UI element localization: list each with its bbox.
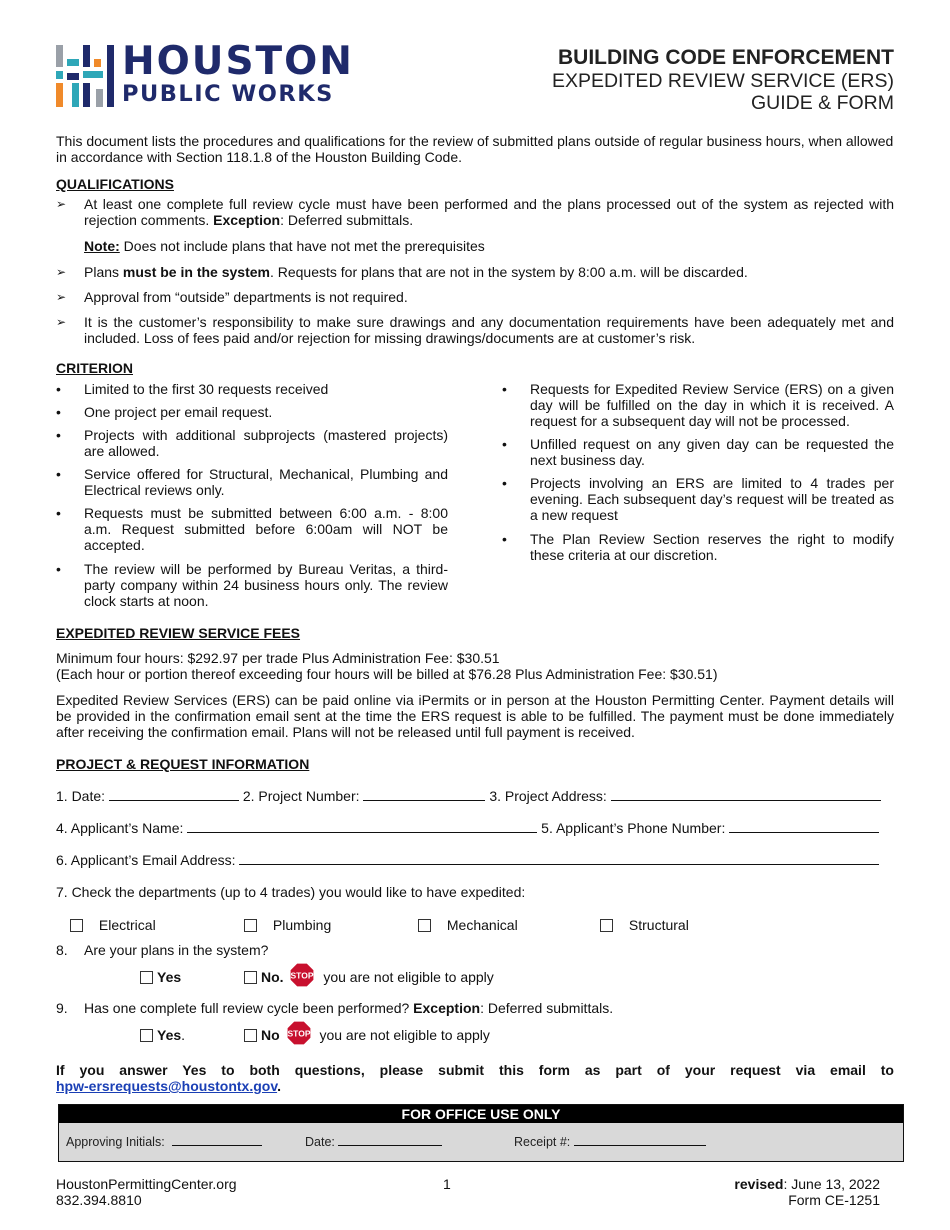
criterion-item: • Projects involving an ERS are limited to 4 trades per evening. Each subsequent day’s request will be treated as a new request bbox=[502, 475, 894, 523]
logo-houston: HOUSTON bbox=[122, 39, 354, 84]
houston-public-works-logo-icon bbox=[56, 45, 114, 107]
qualification-item: ➢ Approval from “outside” departments is not required. bbox=[56, 289, 408, 305]
mechanical-checkbox[interactable] bbox=[418, 919, 431, 932]
q8-no-option[interactable]: No. STOP you are not eligible to apply bbox=[244, 962, 494, 988]
stop-sign-text: STOP bbox=[287, 1028, 311, 1039]
header-title: BUILDING CODE ENFORCEMENT bbox=[558, 46, 894, 69]
question-8-answers bbox=[140, 969, 181, 985]
submit-email-link[interactable]: hpw-ersrequests@houstontx.gov bbox=[56, 1078, 278, 1094]
qualification-note: Note: Does not include plans that have not met the prerequisites bbox=[84, 238, 485, 254]
criterion-item: • The Plan Review Section reserves the right to modify these criteria at our discretion. bbox=[502, 531, 894, 563]
stop-sign-text: STOP bbox=[290, 970, 314, 981]
form-row-3 bbox=[56, 852, 896, 868]
arrow-bullet-icon: ➢ bbox=[56, 315, 67, 329]
approving-initials: Approving Initials: bbox=[66, 1134, 262, 1150]
receipt-number: Receipt #: bbox=[514, 1134, 706, 1150]
q8-no-checkbox[interactable] bbox=[244, 971, 257, 984]
qualification-item: ➢ At least one complete full review cycle must have been performed and the plans processed out of the system as rejected with rejection comments. Exception: Deferred submittals. bbox=[56, 196, 894, 228]
office-date-field[interactable] bbox=[338, 1135, 442, 1146]
criterion-item: • Unfilled request on any given day can be requested the next business day. bbox=[502, 436, 894, 468]
departments-label: 7. Check the departments (up to 4 trades) you would like to have expedited: bbox=[56, 884, 526, 900]
electrical-checkbox[interactable] bbox=[70, 919, 83, 932]
criterion-item: • Requests for Expedited Review Service (ERS) on a given day will be fulfilled on the day in which it is received. A request for a subsequent day will not be processed. bbox=[502, 381, 894, 429]
logo-public-works: PUBLIC WORKS bbox=[122, 81, 334, 107]
applicant-email-field[interactable] bbox=[239, 852, 879, 865]
applicant-phone-field[interactable] bbox=[729, 820, 879, 833]
q9-no-option[interactable]: No STOP you are not eligible to apply bbox=[244, 1020, 490, 1046]
date-label: 1. Date: bbox=[56, 788, 106, 804]
department-option-electrical[interactable]: Electrical bbox=[70, 917, 156, 933]
criterion-title: CRITERION bbox=[56, 360, 133, 376]
approving-initials-field[interactable] bbox=[172, 1135, 262, 1146]
qualification-item: ➢ Plans must be in the system. Requests for plans that are not in the system by 8:00 a.m. will be discarded. bbox=[56, 264, 748, 280]
not-eligible-text: you are not eligible to apply bbox=[323, 969, 494, 985]
applicant-name-label: 4. Applicant’s Name: bbox=[56, 820, 184, 836]
header-subtitle-1: EXPEDITED REVIEW SERVICE (ERS) bbox=[551, 70, 894, 92]
project-number-label: 2. Project Number: bbox=[242, 788, 360, 804]
project-address-field[interactable] bbox=[611, 788, 881, 801]
arrow-bullet-icon: ➢ bbox=[56, 265, 67, 279]
project-number-field[interactable] bbox=[363, 788, 485, 801]
document-header bbox=[552, 46, 894, 114]
criterion-item: • The review will be performed by Bureau Veritas, a third-party company within 24 business hours only. The review clock starts at noon. bbox=[56, 561, 448, 609]
office-date: Date: bbox=[305, 1134, 442, 1150]
criterion-item: • Limited to the first 30 requests received bbox=[56, 381, 329, 397]
date-field[interactable] bbox=[109, 788, 239, 801]
department-option-mechanical[interactable]: Mechanical bbox=[418, 917, 518, 933]
arrow-bullet-icon: ➢ bbox=[56, 290, 67, 304]
header-subtitle-2: GUIDE & FORM bbox=[750, 92, 894, 114]
department-option-plumbing[interactable]: Plumbing bbox=[244, 917, 331, 933]
q8-yes-option[interactable]: Yes bbox=[140, 969, 181, 985]
criterion-item: • Service offered for Structural, Mechanical, Plumbing and Electrical reviews only. bbox=[56, 466, 448, 498]
stop-sign-icon bbox=[286, 1020, 312, 1046]
q8-yes-checkbox[interactable] bbox=[140, 971, 153, 984]
submit-email-line: hpw-ersrequests@houstontx.gov. bbox=[56, 1078, 281, 1094]
submit-instruction: If you answer Yes to both questions, please submit this form as part of your request via email to bbox=[56, 1062, 894, 1078]
intro-paragraph: This document lists the procedures and qualifications for the review of submitted plans outside of regular business hours, when allowed in accordance with Section 118.1.8 of the Houston Building Code. bbox=[56, 133, 894, 165]
q9-yes-option[interactable]: Yes. bbox=[140, 1027, 185, 1043]
not-eligible-text: you are not eligible to apply bbox=[319, 1027, 490, 1043]
criterion-item: • Requests must be submitted between 6:00 a.m. - 8:00 a.m. Request submitted before 6:00am will NOT be accepted. bbox=[56, 505, 448, 553]
footer-phone: 832.394.8810 bbox=[56, 1192, 142, 1208]
receipt-number-field[interactable] bbox=[574, 1135, 706, 1146]
footer-revised: revised: June 13, 2022 bbox=[734, 1176, 880, 1192]
footer-form-number: Form CE-1251 bbox=[788, 1192, 880, 1208]
applicant-phone-label: 5. Applicant’s Phone Number: bbox=[541, 820, 726, 836]
department-option-structural[interactable]: Structural bbox=[600, 917, 689, 933]
footer-page-number: 1 bbox=[443, 1176, 451, 1192]
footer-website: HoustonPermittingCenter.org bbox=[56, 1176, 237, 1192]
fees-paragraph: Expedited Review Services (ERS) can be paid online via iPermits or in person at the Houston Permitting Center. Payment details will be provided in the confirmation email sent at the time the ERS request is able to be fulfilled. The payment must be done immediately after receiving the confirmation email. Plans will not be released until full payment is received. bbox=[56, 692, 894, 740]
fees-title: EXPEDITED REVIEW SERVICE FEES bbox=[56, 625, 301, 641]
question-8: 8. Are your plans in the system? bbox=[56, 942, 269, 958]
office-use-title: FOR OFFICE USE ONLY bbox=[59, 1105, 903, 1123]
applicant-email-label: 6. Applicant’s Email Address: bbox=[56, 852, 236, 868]
fees-line-2: (Each hour or portion thereof exceeding four hours will be billed at $76.28 Plus Administration Fee: $30.51) bbox=[56, 666, 718, 682]
form-row-2 bbox=[56, 820, 896, 836]
criterion-item: • One project per email request. bbox=[56, 404, 273, 420]
qualifications-title: QUALIFICATIONS bbox=[56, 176, 174, 192]
qualification-item: ➢ It is the customer’s responsibility to make sure drawings and any documentation requirements have been adequately met and included. Loss of fees paid and/or rejection for missing drawings/documents are at customer’s risk. bbox=[56, 314, 894, 346]
structural-checkbox[interactable] bbox=[600, 919, 613, 932]
question-9: 9. Has one complete full review cycle been performed? Exception: Deferred submittals. bbox=[56, 1000, 614, 1016]
project-address-label: 3. Project Address: bbox=[489, 788, 607, 804]
stop-sign-icon bbox=[289, 962, 315, 988]
form-row-1 bbox=[56, 788, 896, 804]
office-use-box bbox=[58, 1104, 904, 1162]
plumbing-checkbox[interactable] bbox=[244, 919, 257, 932]
form-title: PROJECT & REQUEST INFORMATION bbox=[56, 756, 310, 772]
fees-line-1: Minimum four hours: $292.97 per trade Plus Administration Fee: $30.51 bbox=[56, 650, 500, 666]
q9-no-checkbox[interactable] bbox=[244, 1029, 257, 1042]
criterion-item: • Projects with additional subprojects (mastered projects) are allowed. bbox=[56, 427, 448, 459]
q9-yes-checkbox[interactable] bbox=[140, 1029, 153, 1042]
applicant-name-field[interactable] bbox=[187, 820, 537, 833]
arrow-bullet-icon: ➢ bbox=[56, 197, 67, 211]
